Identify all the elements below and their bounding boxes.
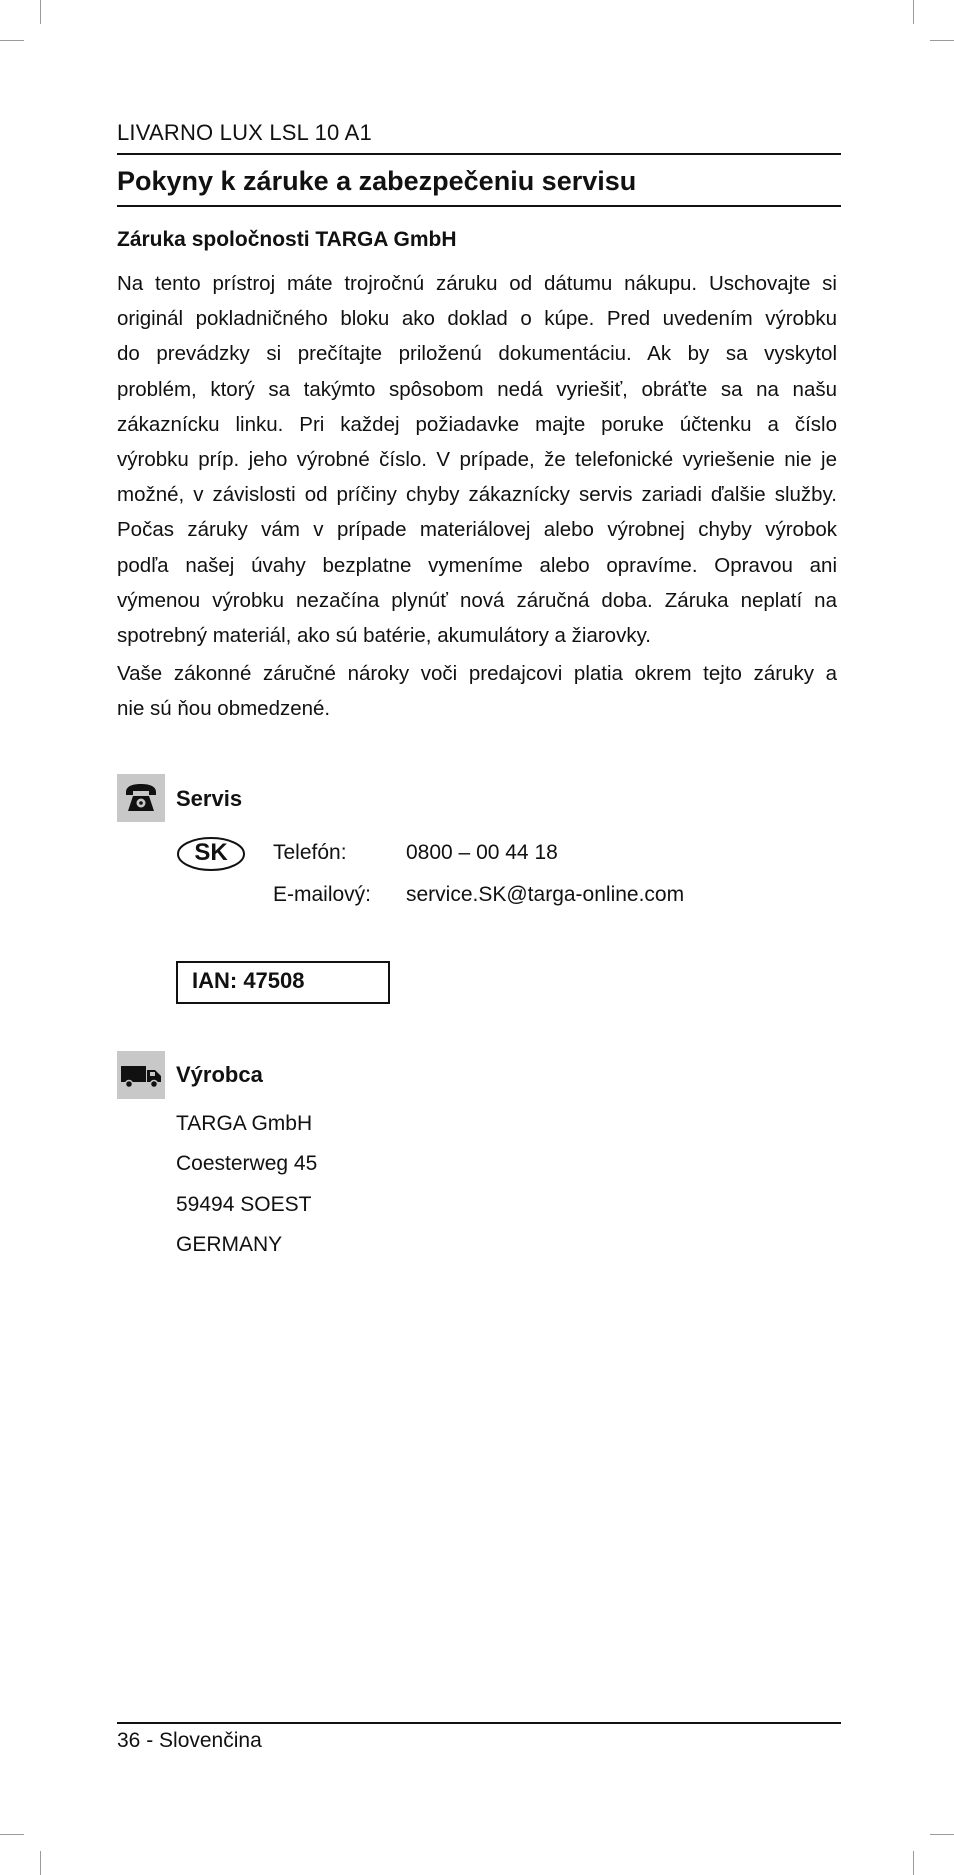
text-line: originál pokladničného bloku ako doklad o kúpe. Pred uvedením výrobku (117, 307, 837, 331)
crop-mark (0, 40, 24, 41)
text-line: do prevádzky si prečítajte priloženú dokumentáciu. Ak by sa vyskytol (117, 342, 837, 366)
text-line: Vaše zákonné záručné nároky voči predajcovi platia okrem tejto záruky a (117, 662, 837, 685)
title-rule (117, 205, 841, 207)
text-line: nie sú ňou obmedzené. (117, 697, 331, 721)
address-company: TARGA GmbH (176, 1112, 313, 1135)
footer-rule (117, 1722, 841, 1724)
header-rule (117, 153, 841, 155)
email-address[interactable]: service.SK@targa-online.com (406, 883, 685, 906)
phone-label: Telefón: (273, 841, 347, 864)
page-title: Pokyny k záruke a zabezpečeniu servisu (117, 166, 637, 196)
truck-icon (117, 1051, 165, 1099)
ian-label: IAN: 47508 (192, 968, 305, 993)
manufacturer-heading: Výrobca (176, 1062, 263, 1087)
warranty-paragraph (117, 266, 837, 653)
address-country: GERMANY (176, 1233, 283, 1256)
crop-mark (930, 1834, 954, 1835)
warranty-heading: Záruka spoločnosti TARGA GmbH (117, 228, 457, 251)
text-line: Počas záruky vám v prípade materiálovej alebo výrobnej chyby výrobok (117, 518, 837, 542)
address-street: Coesterweg 45 (176, 1152, 318, 1175)
text-line: možné, v závislosti od príčiny chyby zákaznícky servis zariadi ďalšie služby. (117, 483, 837, 507)
page-footer: 36 - Slovenčina (117, 1729, 262, 1752)
telephone-icon (117, 774, 165, 822)
text-line: spotrebný materiál, ako sú batérie, akumulátory a žiarovky. (117, 624, 652, 648)
country-badge (176, 836, 246, 872)
crop-mark (913, 0, 914, 24)
crop-mark (913, 1851, 914, 1875)
service-heading: Servis (176, 786, 243, 811)
product-header: LIVARNO LUX LSL 10 A1 (117, 120, 372, 145)
crop-mark (930, 40, 954, 41)
text-line: podľa našej úvahy bezplatne vymeníme alebo opravíme. Opravou ani (117, 553, 837, 577)
text-line: problém, ktorý sa takýmto spôsobom nedá vyriešiť, obráťte sa na našu (117, 377, 837, 401)
country-code: SK (194, 839, 228, 866)
crop-mark (0, 1834, 24, 1835)
email-label: E-mailový: (273, 883, 372, 906)
legal-paragraph (117, 656, 837, 726)
text-line: výmenou výrobku nezačína plynúť nová záručná doba. Záruka neplatí na (117, 588, 837, 612)
address-city: 59494 SOEST (176, 1193, 312, 1216)
text-line: zákaznícku linku. Pri každej požiadavke majte poruke účtenku a číslo (117, 412, 837, 436)
crop-mark (40, 0, 41, 24)
ian-box (176, 961, 390, 1004)
text-line: výrobku príp. jeho výrobné číslo. V prípade, že telefonické vyriešenie nie je (117, 448, 837, 472)
phone-number: 0800 – 00 44 18 (406, 841, 558, 864)
text-line: Na tento prístroj máte trojročnú záruku od dátumu nákupu. Uschovajte si (117, 272, 837, 295)
crop-mark (40, 1851, 41, 1875)
